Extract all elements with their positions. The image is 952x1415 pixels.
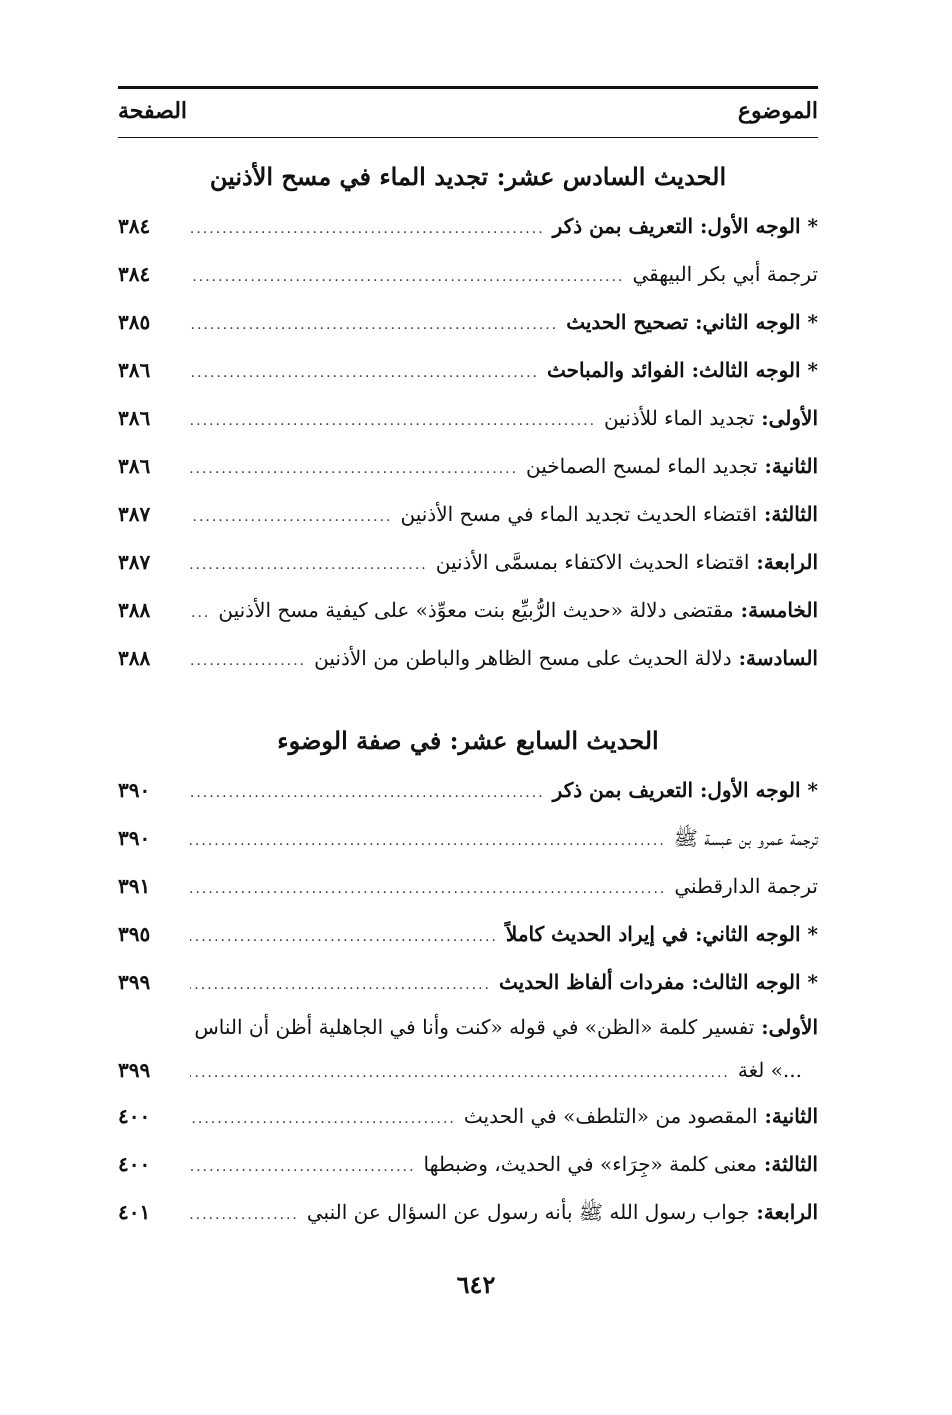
entry-title: [553, 202, 818, 250]
entry-page-number: ٣٨٧: [118, 502, 151, 526]
toc-entry: [118, 394, 818, 442]
leader-dots: [190, 865, 666, 913]
toc-entry: [118, 910, 818, 958]
toc-entry: [118, 346, 818, 394]
entry-label: الثانية:: [757, 1104, 818, 1128]
entry-label: الخامسة:: [733, 598, 818, 622]
subject-column-label: الموضوع: [737, 98, 818, 124]
entry-label: الثالثة:: [757, 1152, 818, 1176]
leader-dots: [190, 961, 491, 1009]
toc-entry: [118, 586, 818, 634]
entry-label: الثالثة:: [757, 502, 818, 526]
leader-dots: [190, 205, 545, 253]
entry-text: ترجمة أبي بكر البيهقي: [632, 262, 818, 286]
entry-text: تجديد الماء للأذنين: [604, 406, 755, 430]
entry-text: * الوجه الأول: التعريف بمن ذكر: [552, 214, 818, 238]
entry-text: ترجمة الدارقطني: [674, 874, 818, 898]
entry-title: [526, 442, 818, 490]
toc-entry: [118, 1048, 818, 1092]
entry-title: [604, 394, 818, 442]
leader-dots: [190, 445, 518, 493]
entry-page-number: ٣٨٦: [118, 358, 151, 382]
toc-entry: [118, 1092, 818, 1140]
entry-page-number: ٣٩٠: [118, 778, 151, 802]
section-title: الحديث السادس عشر: تجديد الماء في مسح الأذنين: [209, 162, 727, 191]
leader-dots: [190, 1095, 456, 1143]
entry-page-number: ٣٩٠: [118, 826, 151, 850]
toc-page: [118, 86, 818, 1236]
entry-text: اقتضاء الحديث تجديد الماء في مسح الأذنين: [400, 502, 758, 526]
entry-text: مقتضى دلالة «حديث الرُّبيِّع بنت معوِّذ» على كيفية مسح الأذنين: [218, 598, 734, 622]
section-title: الحديث السابع عشر: في صفة الوضوء: [277, 726, 659, 755]
leader-dots: [190, 397, 596, 445]
entry-title: [547, 346, 818, 394]
leader-dots: [190, 1191, 299, 1239]
entry-title: [506, 910, 818, 958]
toc-entry: [118, 1140, 818, 1188]
entry-page-number: ٣٩١: [118, 874, 151, 898]
toc-header: [118, 89, 818, 133]
entry-title: [400, 490, 818, 538]
entry-page-number: ٣٩٥: [118, 922, 151, 946]
leader-dots: [190, 493, 392, 541]
leader-dots: [190, 637, 306, 685]
entry-text: المقصود من «التلطف» في الحديث: [463, 1104, 758, 1128]
entry-text: * الوجه الأول: التعريف بمن ذكر: [552, 778, 818, 802]
leader-dots: [190, 253, 625, 301]
entry-page-number: ٣٨٤: [118, 262, 151, 286]
entry-page-number: ٤٠١: [118, 1200, 151, 1224]
page-number: ٦٤٢: [456, 1270, 496, 1299]
toc-entry: [118, 634, 818, 682]
entry-text: * الوجه الثاني: في إيراد الحديث كاملاً: [505, 922, 818, 946]
entry-label: الرابعة:: [749, 1200, 818, 1224]
entry-title: [553, 766, 818, 814]
leader-dots: [190, 589, 210, 637]
leader-dots: [190, 769, 545, 817]
entry-text: معنى كلمة «جِرَاء» في الحديث، وضبطها: [423, 1152, 758, 1176]
entry-text: * الوجه الثالث: مفردات ألفاظ الحديث: [498, 970, 818, 994]
entry-title: [633, 250, 819, 298]
toc-entry: [118, 490, 818, 538]
entry-page-number: ٣٨٨: [118, 646, 151, 670]
toc-entry: [118, 538, 818, 586]
toc-entry: [118, 766, 818, 814]
entry-title: [566, 298, 818, 346]
leader-dots: [190, 1143, 416, 1191]
entry-label: السادسة:: [731, 646, 818, 670]
leader-dots: [190, 301, 558, 349]
toc-entry-wrapped-line: [118, 1006, 818, 1048]
toc-entry: [118, 1188, 818, 1236]
entry-text: * الوجه الثالث: الفوائد والمباحث: [547, 358, 818, 382]
entry-title: [218, 586, 818, 634]
entry-page-number: ٣٨٤: [118, 214, 151, 238]
entry-title: [307, 1188, 818, 1236]
page-column-label: الصفحة: [118, 98, 188, 124]
toc-entry: [118, 298, 818, 346]
toc-entry: [118, 202, 818, 250]
leader-dots: [190, 1051, 730, 1095]
entry-title: [424, 1140, 818, 1188]
entry-page-number: ٣٨٦: [118, 406, 151, 430]
entry-text: * الوجه الثاني: تصحيح الحديث: [566, 310, 818, 334]
entry-label: الرابعة:: [749, 550, 818, 574]
entry-page-number: ٣٨٥: [118, 310, 151, 334]
toc-entry: [118, 862, 818, 910]
leader-dots: [190, 541, 428, 589]
toc-entry: [118, 958, 818, 1006]
entry-page-number: ٣٨٧: [118, 550, 151, 574]
leader-dots: [190, 349, 539, 397]
leader-dots: [190, 817, 666, 865]
section-entries: [118, 202, 818, 682]
toc-entry: [118, 814, 818, 862]
header-rule-bottom: [118, 137, 818, 138]
entry-page-number: ٣٨٨: [118, 598, 151, 622]
section-entries: [118, 766, 818, 1006]
entry-title: [464, 1092, 818, 1140]
entry-title: [499, 958, 818, 1006]
entry-text: ترجمة عمرو بن عبسة ﷺ: [673, 826, 818, 850]
entry-text: تجديد الماء لمسح الصماخين: [526, 454, 758, 478]
entry-text: ...» لغة: [737, 1058, 802, 1082]
entry-label: الأولى:: [754, 1015, 818, 1039]
entry-page-number: ٣٨٦: [118, 454, 151, 478]
leader-dots: [190, 913, 498, 961]
entry-label: الأولى:: [754, 406, 818, 430]
entry-page-number: ٣٩٩: [118, 1058, 151, 1082]
toc-entry: [118, 442, 818, 490]
entry-page-number: ٤٠٠: [118, 1104, 151, 1128]
entry-text: دلالة الحديث على مسح الظاهر والباطن من الأذنين: [314, 646, 732, 670]
entry-page-number: ٤٠٠: [118, 1152, 151, 1176]
toc-entry: [118, 250, 818, 298]
entry-text: جواب رسول الله ﷺ بأنه رسول عن السؤال عن النبي: [306, 1200, 750, 1224]
entry-title: [314, 634, 818, 682]
entry-label: الثانية:: [757, 454, 818, 478]
entry-page-number: ٣٩٩: [118, 970, 151, 994]
entry-title: [674, 814, 818, 862]
entry-text: اقتضاء الحديث الاكتفاء بمسمَّى الأذنين: [435, 550, 750, 574]
entry-title: [674, 862, 818, 910]
entry-title: [436, 538, 818, 586]
section-entries: [118, 1092, 818, 1236]
entry-text: تفسير كلمة «الظن» في قوله «كنت وأنا في الجاهلية أظن أن الناس: [194, 1015, 755, 1039]
